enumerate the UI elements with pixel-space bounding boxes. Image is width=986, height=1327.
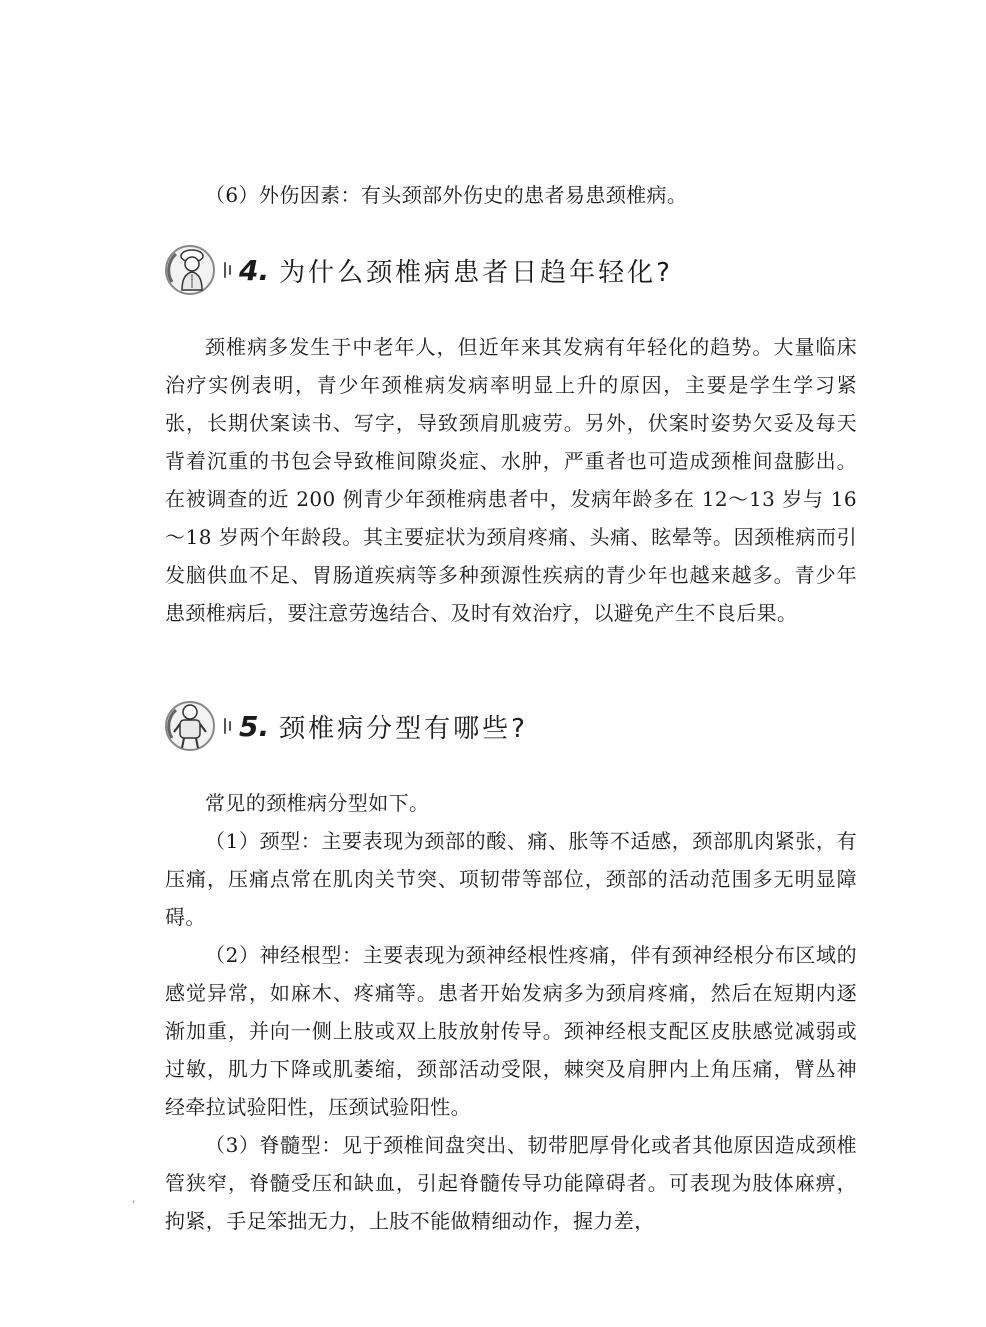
paragraph-trauma-factor: （6）外伤因素：有头颈部外伤史的患者易患颈椎病。 [205, 183, 688, 207]
paragraph-types-intro: 常见的颈椎病分型如下。 [205, 791, 430, 815]
doctor-figure-icon [162, 242, 218, 298]
paragraph-type-spinal-cord: （3）脊髓型：见于颈椎间盘突出、韧带肥厚骨化或者其他原因造成颈椎管狭窄，脊髓受压和缺血，引起脊髓传导功能障碍者。可表现为肢体麻痹，拘紧，手足笨拙无力，上肢不能做精细动作，握力差， [165, 1133, 857, 1233]
paragraph-youth-trend: 颈椎病多发生于中老年人，但近年来其发病有年轻化的趋势。大量临床治疗实例表明，青少年颈椎病发病率明显上升的原因，主要是学生学习紧张，长期伏案读书、写字，导致颈肩肌疲劳。另外，伏案时姿势欠妥及每天背着沉重的书包会导致椎间隙炎症、水肿，严重者也可造成颈椎间盘膨出。在被调查的近 200 例青少年颈椎病患者中，发病年龄多在 12～13 岁与 16～18 岁两个年龄段。其主要症状为颈肩疼痛、头痛、眩晕等。因颈椎病而引发脑供血不足、胃肠道疾病等多种颈源性疾病的青少年也越来越多。青少年患颈椎病后，要注意劳逸结合、及时有效治疗，以避免产生不良后果。 [165, 335, 857, 625]
section-heading-4 [162, 240, 673, 300]
paragraph-type-nerve-root: （2）神经根型：主要表现为颈神经根性疼痛，伴有颈神经根分布区域的感觉异常，如麻木、疼痛等。患者开始发病多为颈肩疼痛，然后在短期内逐渐加重，并向一侧上肢或双上肢放射传导。颈神经根支配区皮肤感觉减弱或过敏，肌力下降或肌萎缩，颈部活动受限，棘突及肩胛内上角压痛，臂丛神经牵拉试验阳性，压颈试验阳性。 [165, 943, 857, 1119]
heading-number: 4. [239, 253, 270, 287]
section-heading-5 [162, 696, 528, 756]
paragraph-type-neck: （1）颈型：主要表现为颈部的酸、痛、胀等不适感，颈部肌肉紧张，有压痛，压痛点常在肌肉关节突、项韧带等部位，颈部的活动范围多无明显障碍。 [165, 829, 857, 929]
heading-title: 为什么颈椎病患者日趋年轻化? [279, 257, 673, 288]
margin-mark: ’ [132, 1200, 136, 1211]
doctor-figure-icon [162, 698, 218, 754]
heading-decor-bars [224, 262, 231, 278]
heading-number: 5. [239, 709, 270, 743]
heading-decor-bars [224, 718, 231, 734]
heading-title: 颈椎病分型有哪些? [279, 713, 528, 744]
